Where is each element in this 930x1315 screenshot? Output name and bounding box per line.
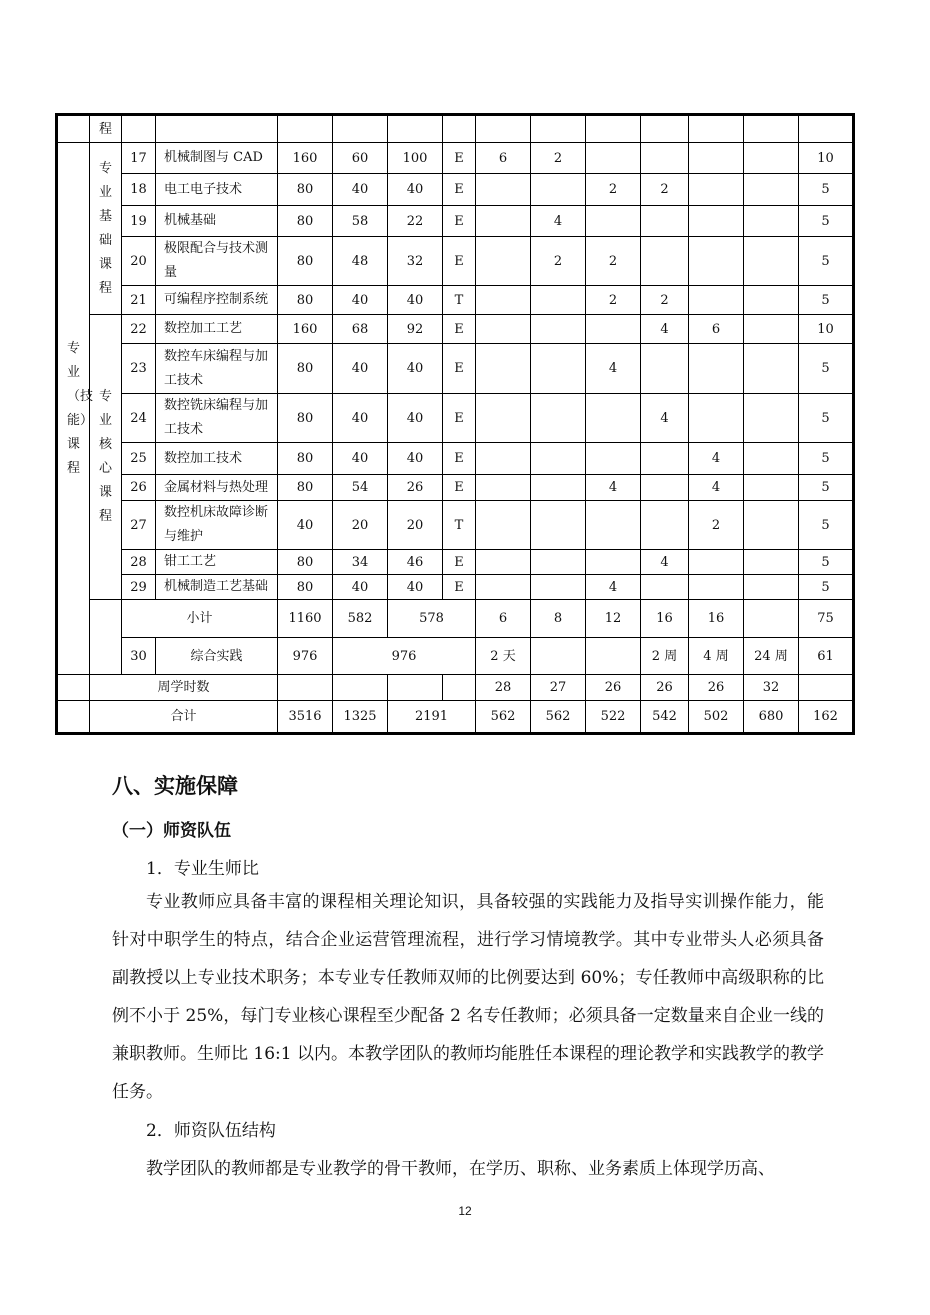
value-cell: E bbox=[443, 174, 476, 206]
value-cell: 22 bbox=[388, 206, 443, 237]
value-cell bbox=[476, 206, 531, 237]
value-cell: 5 bbox=[799, 501, 854, 550]
value-cell: 2 bbox=[586, 174, 641, 206]
grand-total-label: 合计 bbox=[90, 701, 278, 734]
value-cell bbox=[641, 206, 689, 237]
course-number: 20 bbox=[122, 237, 156, 286]
course-number: 25 bbox=[122, 443, 156, 475]
value-cell: 20 bbox=[333, 501, 388, 550]
value-cell: 26 bbox=[641, 675, 689, 701]
value-cell: 6 bbox=[476, 600, 531, 638]
table-row bbox=[57, 501, 854, 550]
value-cell: 40 bbox=[388, 394, 443, 443]
cell bbox=[388, 115, 443, 143]
value-cell bbox=[744, 344, 799, 394]
value-cell: 578 bbox=[388, 600, 476, 638]
value-cell: 1160 bbox=[278, 600, 333, 638]
course-name: 数控铣床编程与加工技术 bbox=[156, 394, 278, 443]
course-name: 数控加工技术 bbox=[156, 443, 278, 475]
value-cell bbox=[531, 286, 586, 315]
subtotal-row bbox=[57, 600, 854, 638]
value-cell bbox=[689, 550, 744, 575]
value-cell: 5 bbox=[799, 174, 854, 206]
value-cell: 562 bbox=[476, 701, 531, 734]
value-cell: 8 bbox=[531, 600, 586, 638]
value-cell bbox=[476, 394, 531, 443]
course-name: 数控加工工艺 bbox=[156, 315, 278, 344]
value-cell bbox=[531, 344, 586, 394]
course-name: 电工电子技术 bbox=[156, 174, 278, 206]
value-cell: 40 bbox=[333, 286, 388, 315]
value-cell: E bbox=[443, 394, 476, 443]
value-cell: 40 bbox=[388, 575, 443, 600]
value-cell: 562 bbox=[531, 701, 586, 734]
value-cell bbox=[531, 394, 586, 443]
value-cell: 522 bbox=[586, 701, 641, 734]
group-label bbox=[57, 143, 94, 675]
course-number: 18 bbox=[122, 174, 156, 206]
value-cell bbox=[744, 600, 799, 638]
value-cell: 5 bbox=[799, 206, 854, 237]
table-row bbox=[57, 394, 854, 443]
cell bbox=[689, 115, 744, 143]
value-cell bbox=[641, 237, 689, 286]
paragraph: 专业教师应具备丰富的课程相关理论知识，具备较强的实践能力及指导实训操作能力，能针对中职学生的特点，结合企业运营管理流程，进行学习情境教学。其中专业带头人必须具备副教授以上专业技术职务；本专业专任教师双师的比例要达到 60%；专任教师中高级职称的比例不小于 25%，每门专业核心课程至少配备 2 名专任教师；必须具备一定数量来自企业一线的兼职教师。生师比 16:1 以内。本教学团队的教师均能胜任本课程的理论教学和实践教学的教学任务。 bbox=[112, 892, 824, 1102]
value-cell: 40 bbox=[388, 443, 443, 475]
cell bbox=[641, 115, 689, 143]
value-cell: 680 bbox=[744, 701, 799, 734]
value-cell: 10 bbox=[799, 143, 854, 174]
cell bbox=[586, 115, 641, 143]
value-cell: 2 bbox=[641, 174, 689, 206]
value-cell bbox=[586, 394, 641, 443]
value-cell: 80 bbox=[278, 394, 333, 443]
course-number: 24 bbox=[122, 394, 156, 443]
value-cell: 976 bbox=[278, 638, 333, 675]
course-number: 22 bbox=[122, 315, 156, 344]
value-cell: 160 bbox=[278, 315, 333, 344]
cell bbox=[443, 115, 476, 143]
value-cell bbox=[476, 174, 531, 206]
value-cell: 2 bbox=[531, 237, 586, 286]
value-cell bbox=[744, 286, 799, 315]
value-cell bbox=[689, 286, 744, 315]
value-cell bbox=[476, 344, 531, 394]
value-cell: 2 bbox=[586, 237, 641, 286]
curriculum-table bbox=[55, 113, 855, 735]
value-cell: 80 bbox=[278, 206, 333, 237]
table-row bbox=[57, 550, 854, 575]
value-cell: 4 bbox=[586, 575, 641, 600]
value-cell: 46 bbox=[388, 550, 443, 575]
course-number: 19 bbox=[122, 206, 156, 237]
course-name: 金属材料与热处理 bbox=[156, 475, 278, 501]
value-cell: 26 bbox=[689, 675, 744, 701]
value-cell: 5 bbox=[799, 443, 854, 475]
vertical-label: 专业（技能）课程 bbox=[67, 340, 94, 476]
value-cell bbox=[744, 315, 799, 344]
value-cell: 80 bbox=[278, 550, 333, 575]
practice-row bbox=[57, 638, 854, 675]
subgroup-label bbox=[90, 315, 122, 600]
value-cell: 542 bbox=[641, 701, 689, 734]
value-cell: 5 bbox=[799, 550, 854, 575]
cell bbox=[122, 115, 156, 143]
value-cell bbox=[586, 443, 641, 475]
table-row bbox=[57, 206, 854, 237]
cell bbox=[57, 701, 90, 734]
course-name: 机械基础 bbox=[156, 206, 278, 237]
value-cell: E bbox=[443, 206, 476, 237]
value-cell bbox=[476, 475, 531, 501]
value-cell: 4 bbox=[689, 475, 744, 501]
value-cell: 80 bbox=[278, 575, 333, 600]
cell bbox=[799, 115, 854, 143]
value-cell: 2 周 bbox=[641, 638, 689, 675]
course-number: 26 bbox=[122, 475, 156, 501]
value-cell: 100 bbox=[388, 143, 443, 174]
cell bbox=[799, 675, 854, 701]
value-cell: 40 bbox=[333, 344, 388, 394]
paragraph: 教学团队的教师都是专业教学的骨干教师，在学历、职称、业务素质上体现学历高、 bbox=[146, 1159, 775, 1179]
value-cell: 976 bbox=[333, 638, 476, 675]
course-name: 机械制图与 CAD bbox=[156, 143, 278, 174]
value-cell bbox=[476, 443, 531, 475]
value-cell: 2 bbox=[641, 286, 689, 315]
course-name: 数控机床故障诊断与维护 bbox=[156, 501, 278, 550]
value-cell: 5 bbox=[799, 394, 854, 443]
value-cell: E bbox=[443, 143, 476, 174]
value-cell: 4 bbox=[641, 550, 689, 575]
value-cell bbox=[744, 143, 799, 174]
value-cell bbox=[641, 575, 689, 600]
value-cell bbox=[744, 575, 799, 600]
cell bbox=[57, 115, 90, 143]
item-title: 1．专业生师比 bbox=[146, 859, 259, 879]
course-number: 28 bbox=[122, 550, 156, 575]
value-cell: 92 bbox=[388, 315, 443, 344]
value-cell: 6 bbox=[689, 315, 744, 344]
value-cell: 80 bbox=[278, 344, 333, 394]
value-cell bbox=[586, 315, 641, 344]
value-cell: E bbox=[443, 315, 476, 344]
value-cell: 1325 bbox=[333, 701, 388, 734]
value-cell bbox=[531, 443, 586, 475]
course-number: 21 bbox=[122, 286, 156, 315]
value-cell: 80 bbox=[278, 286, 333, 315]
value-cell: E bbox=[443, 237, 476, 286]
value-cell bbox=[641, 143, 689, 174]
course-name: 可编程序控制系统 bbox=[156, 286, 278, 315]
value-cell: 75 bbox=[799, 600, 854, 638]
cell bbox=[57, 675, 90, 701]
value-cell: 28 bbox=[476, 675, 531, 701]
value-cell bbox=[476, 501, 531, 550]
table-row bbox=[57, 237, 854, 286]
value-cell: 2191 bbox=[388, 701, 476, 734]
value-cell: 2 bbox=[531, 143, 586, 174]
value-cell: 16 bbox=[689, 600, 744, 638]
value-cell bbox=[689, 237, 744, 286]
value-cell: E bbox=[443, 575, 476, 600]
value-cell: 4 bbox=[641, 394, 689, 443]
value-cell: 40 bbox=[278, 501, 333, 550]
value-cell bbox=[744, 501, 799, 550]
table-row bbox=[57, 286, 854, 315]
page-number: 12 bbox=[458, 1204, 472, 1218]
value-cell bbox=[689, 394, 744, 443]
value-cell: E bbox=[443, 344, 476, 394]
cell bbox=[333, 675, 388, 701]
value-cell: 582 bbox=[333, 600, 388, 638]
cell bbox=[90, 600, 122, 675]
value-cell: 4 bbox=[641, 315, 689, 344]
subgroup-label bbox=[90, 143, 122, 315]
weekly-hours-label: 周学时数 bbox=[90, 675, 278, 701]
value-cell: 40 bbox=[388, 344, 443, 394]
value-cell bbox=[531, 501, 586, 550]
value-cell bbox=[476, 286, 531, 315]
value-cell: 12 bbox=[586, 600, 641, 638]
value-cell: 40 bbox=[333, 575, 388, 600]
category-cell: 程 bbox=[90, 115, 122, 143]
value-cell: 5 bbox=[799, 344, 854, 394]
value-cell: 80 bbox=[278, 237, 333, 286]
course-name: 综合实践 bbox=[156, 638, 278, 675]
value-cell: 80 bbox=[278, 174, 333, 206]
table-row bbox=[57, 575, 854, 600]
course-number: 27 bbox=[122, 501, 156, 550]
grand-total-row bbox=[57, 701, 854, 734]
value-cell bbox=[689, 174, 744, 206]
value-cell: 32 bbox=[388, 237, 443, 286]
value-cell: 26 bbox=[586, 675, 641, 701]
value-cell bbox=[689, 575, 744, 600]
vertical-label: 专业核心课程 bbox=[99, 389, 113, 524]
value-cell: 16 bbox=[641, 600, 689, 638]
value-cell bbox=[689, 206, 744, 237]
value-cell: 40 bbox=[388, 286, 443, 315]
value-cell: 5 bbox=[799, 575, 854, 600]
value-cell bbox=[689, 344, 744, 394]
value-cell: 160 bbox=[278, 143, 333, 174]
value-cell: 80 bbox=[278, 443, 333, 475]
value-cell bbox=[689, 143, 744, 174]
course-name: 机械制造工艺基础 bbox=[156, 575, 278, 600]
table-row bbox=[57, 315, 854, 344]
value-cell bbox=[744, 550, 799, 575]
value-cell: T bbox=[443, 286, 476, 315]
value-cell bbox=[641, 443, 689, 475]
course-number: 17 bbox=[122, 143, 156, 174]
cell bbox=[531, 115, 586, 143]
value-cell: 32 bbox=[744, 675, 799, 701]
value-cell: E bbox=[443, 550, 476, 575]
value-cell bbox=[586, 638, 641, 675]
table-row bbox=[57, 143, 854, 174]
weekly-hours-row bbox=[57, 675, 854, 701]
course-name: 极限配合与技术测量 bbox=[156, 237, 278, 286]
value-cell: 60 bbox=[333, 143, 388, 174]
value-cell: 3516 bbox=[278, 701, 333, 734]
value-cell: 40 bbox=[388, 174, 443, 206]
value-cell bbox=[476, 575, 531, 600]
cell bbox=[388, 675, 443, 701]
value-cell bbox=[531, 174, 586, 206]
value-cell: 48 bbox=[333, 237, 388, 286]
value-cell: 2 bbox=[586, 286, 641, 315]
value-cell bbox=[641, 501, 689, 550]
value-cell bbox=[744, 394, 799, 443]
cell bbox=[744, 115, 799, 143]
value-cell bbox=[586, 206, 641, 237]
value-cell: 54 bbox=[333, 475, 388, 501]
subsection-heading: （一）师资队伍 bbox=[112, 821, 231, 841]
subtotal-label: 小计 bbox=[122, 600, 278, 638]
value-cell: 20 bbox=[388, 501, 443, 550]
value-cell: 4 周 bbox=[689, 638, 744, 675]
value-cell: 5 bbox=[799, 286, 854, 315]
value-cell: 4 bbox=[586, 475, 641, 501]
course-number: 29 bbox=[122, 575, 156, 600]
value-cell: 58 bbox=[333, 206, 388, 237]
cell bbox=[278, 675, 333, 701]
course-name: 钳工工艺 bbox=[156, 550, 278, 575]
course-name: 数控车床编程与加工技术 bbox=[156, 344, 278, 394]
value-cell: 162 bbox=[799, 701, 854, 734]
value-cell bbox=[531, 475, 586, 501]
value-cell: 40 bbox=[333, 394, 388, 443]
value-cell bbox=[744, 443, 799, 475]
value-cell bbox=[476, 550, 531, 575]
vertical-label: 专业基础课程 bbox=[99, 160, 113, 296]
value-cell: 502 bbox=[689, 701, 744, 734]
value-cell bbox=[531, 550, 586, 575]
value-cell: E bbox=[443, 443, 476, 475]
value-cell: E bbox=[443, 475, 476, 501]
value-cell: 2 天 bbox=[476, 638, 531, 675]
value-cell: 68 bbox=[333, 315, 388, 344]
value-cell bbox=[531, 315, 586, 344]
item-title: 2．师资队伍结构 bbox=[146, 1121, 276, 1141]
cell bbox=[443, 675, 476, 701]
cell bbox=[156, 115, 278, 143]
value-cell bbox=[586, 550, 641, 575]
value-cell: 40 bbox=[333, 174, 388, 206]
value-cell: T bbox=[443, 501, 476, 550]
cell bbox=[476, 115, 531, 143]
value-cell: 61 bbox=[799, 638, 854, 675]
value-cell bbox=[476, 315, 531, 344]
table-row bbox=[57, 475, 854, 501]
value-cell: 80 bbox=[278, 475, 333, 501]
value-cell: 4 bbox=[531, 206, 586, 237]
value-cell: 4 bbox=[689, 443, 744, 475]
value-cell bbox=[744, 237, 799, 286]
value-cell bbox=[586, 143, 641, 174]
value-cell: 40 bbox=[333, 443, 388, 475]
value-cell: 5 bbox=[799, 475, 854, 501]
value-cell bbox=[531, 575, 586, 600]
value-cell: 2 bbox=[689, 501, 744, 550]
value-cell: 34 bbox=[333, 550, 388, 575]
table-row bbox=[57, 174, 854, 206]
value-cell: 26 bbox=[388, 475, 443, 501]
value-cell bbox=[531, 638, 586, 675]
value-cell: 6 bbox=[476, 143, 531, 174]
table-row bbox=[57, 443, 854, 475]
value-cell: 10 bbox=[799, 315, 854, 344]
value-cell: 27 bbox=[531, 675, 586, 701]
value-cell bbox=[641, 475, 689, 501]
value-cell bbox=[744, 174, 799, 206]
value-cell bbox=[744, 206, 799, 237]
value-cell bbox=[476, 237, 531, 286]
cell bbox=[278, 115, 333, 143]
value-cell: 4 bbox=[586, 344, 641, 394]
value-cell bbox=[641, 344, 689, 394]
course-number: 30 bbox=[122, 638, 156, 675]
value-cell: 24 周 bbox=[744, 638, 799, 675]
course-number: 23 bbox=[122, 344, 156, 394]
cell bbox=[333, 115, 388, 143]
section-heading: 八、实施保障 bbox=[112, 774, 238, 798]
value-cell bbox=[744, 475, 799, 501]
value-cell: 5 bbox=[799, 237, 854, 286]
table-row bbox=[57, 344, 854, 394]
value-cell bbox=[586, 501, 641, 550]
